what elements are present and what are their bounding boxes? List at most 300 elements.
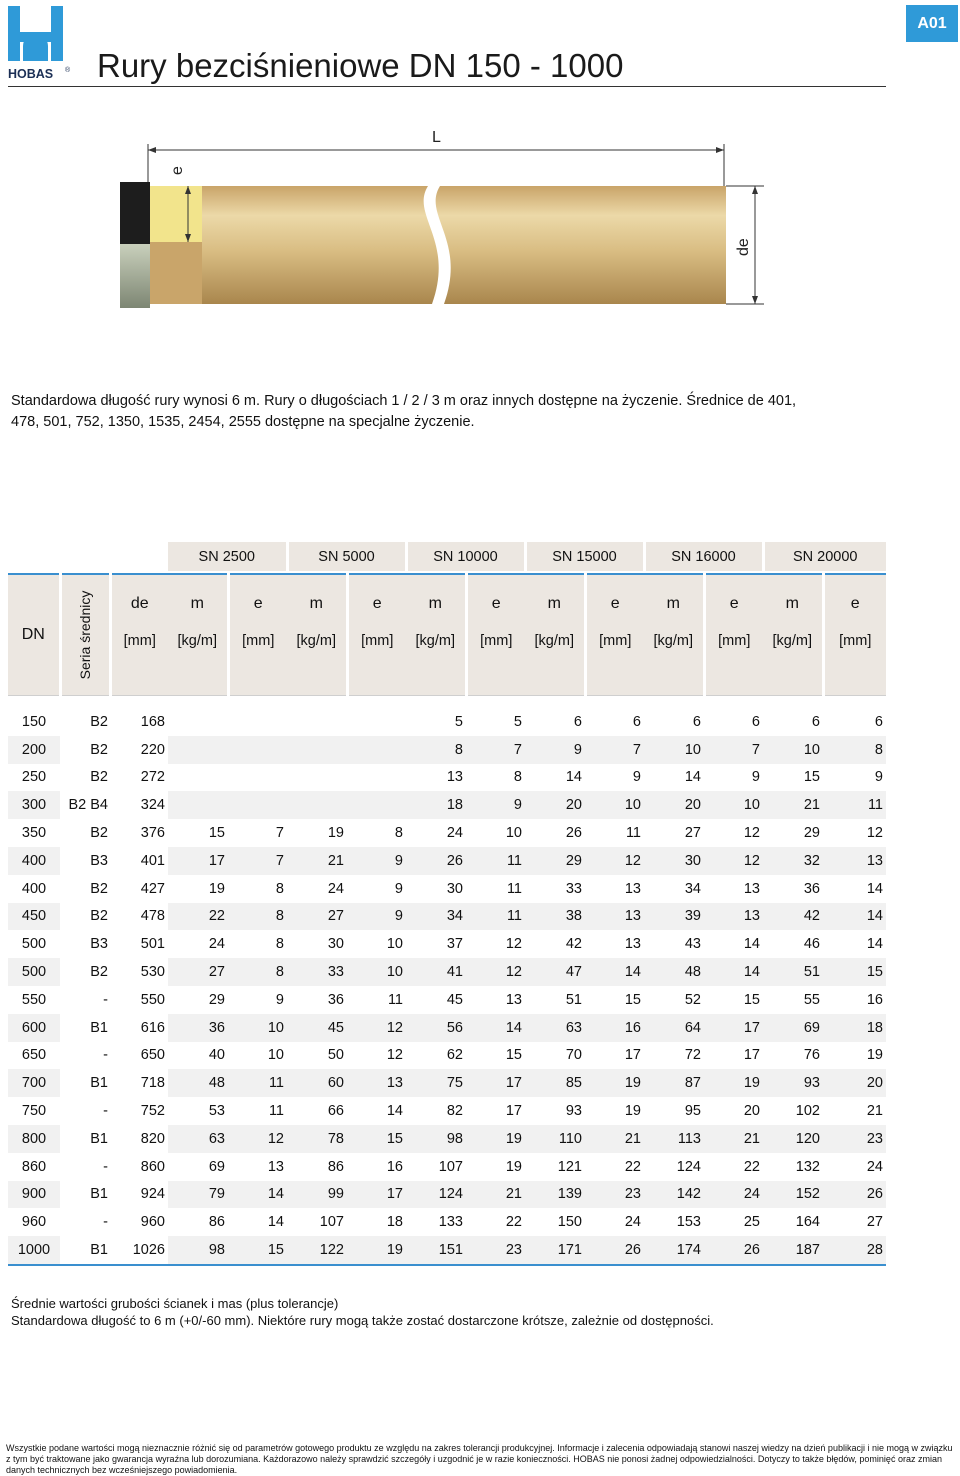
table-cell: 10 — [347, 958, 406, 986]
intro-line-1: Standardowa długość rury wynosi 6 m. Rury o długościach 1 / 2 / 3 m oraz innych dostępne na życzenie. Średnice de 401, — [11, 393, 797, 409]
table-cell — [228, 736, 287, 764]
table-cell: 15 — [347, 1125, 406, 1153]
table-cell: 13 — [505, 991, 522, 1008]
table-cell: 187 — [763, 1236, 823, 1265]
column-unit: [mm] — [228, 633, 287, 696]
table-cell: 38 — [525, 903, 585, 931]
table-cell: 39 — [644, 903, 704, 931]
table-row — [8, 1042, 886, 1070]
table-cell: 960 — [140, 1214, 165, 1231]
table-cell: 19 — [466, 1125, 525, 1153]
table-cell: 63 — [168, 1125, 228, 1153]
table-cell: 70 — [565, 1047, 582, 1064]
table-cell: 33 — [565, 880, 582, 897]
table-cell: 11 — [823, 791, 886, 819]
table-cell: 400 — [8, 847, 60, 875]
table-cell: 7 — [275, 825, 284, 842]
table-cell: 200 — [8, 736, 60, 764]
table-cell: 8 — [823, 736, 886, 764]
table-cell: 6 — [632, 713, 641, 730]
table-cell: 153 — [676, 1214, 701, 1231]
table-cell: 8 — [228, 903, 287, 931]
table-cell: 22 — [168, 903, 228, 931]
column-symbol: e — [466, 574, 525, 633]
table-cell: 152 — [763, 1181, 823, 1209]
table-cell: 9 — [466, 791, 525, 819]
table-row — [8, 1208, 886, 1236]
table-cell: 28 — [823, 1236, 886, 1265]
table-cell: 14 — [386, 1103, 403, 1120]
table-cell: 21 — [287, 847, 347, 875]
table-cell: 22 — [505, 1214, 522, 1231]
table-cell: 17 — [505, 1103, 522, 1120]
table-row — [8, 736, 886, 764]
table-cell: 18 — [386, 1214, 403, 1231]
table-cell: 30 — [327, 936, 344, 953]
table-cell: 53 — [208, 1103, 225, 1120]
table-cell: 47 — [525, 958, 585, 986]
table-cell: 750 — [21, 1103, 47, 1120]
table-cell: 12 — [228, 1125, 287, 1153]
table-cell: 9 — [394, 880, 403, 897]
table-cell: 9 — [525, 736, 585, 764]
table-cell: 16 — [386, 1158, 403, 1175]
table-cell: 6 — [874, 713, 883, 730]
table-row — [8, 1236, 886, 1265]
table-row — [8, 764, 886, 792]
pipe-drawing — [110, 120, 790, 330]
table-cell: 6 — [811, 713, 820, 730]
table-cell: 48 — [168, 1069, 228, 1097]
table-cell: 19 — [208, 880, 225, 897]
table-cell: 14 — [866, 880, 883, 897]
table-cell: B2 — [90, 908, 108, 925]
table-cell: 174 — [644, 1236, 704, 1265]
column-symbol-row — [8, 574, 886, 633]
table-cell: 12 — [743, 825, 760, 842]
table-cell: 99 — [287, 1181, 347, 1209]
table-cell: 13 — [704, 903, 763, 931]
table-row — [8, 1014, 886, 1042]
table-cell: 14 — [267, 1214, 284, 1231]
sn-group-header: SN 16000 — [644, 542, 763, 571]
table-cell: 24 — [624, 1214, 641, 1231]
table-cell: 107 — [438, 1158, 463, 1175]
table-cell — [168, 764, 228, 792]
table-cell: 122 — [287, 1236, 347, 1265]
table-cell: 20 — [644, 791, 704, 819]
table-cell: B3 — [90, 936, 108, 953]
table-cell: 10 — [704, 791, 763, 819]
diameter-label: de — [735, 238, 752, 256]
table-cell: 15 — [505, 1047, 522, 1064]
table-cell: 7 — [228, 847, 287, 875]
table-cell: B1 — [90, 1130, 108, 1147]
length-label: L — [432, 129, 441, 146]
table-cell: 550 — [21, 991, 47, 1008]
column-unit: [mm] — [466, 633, 525, 696]
table-cell: 272 — [140, 769, 165, 786]
table-cell: 500 — [8, 958, 60, 986]
table-cell: 960 — [21, 1214, 47, 1231]
table-cell: 5 — [454, 713, 463, 730]
sn-group-header: SN 10000 — [406, 542, 525, 571]
table-cell: 11 — [466, 903, 525, 931]
sn-group-header: SN 5000 — [287, 542, 406, 571]
table-cell: 120 — [763, 1125, 823, 1153]
column-symbol: m — [168, 574, 228, 633]
column-symbol: m — [287, 574, 347, 633]
table-row — [8, 708, 886, 736]
table-cell: 151 — [406, 1236, 466, 1265]
table-cell: 15 — [743, 991, 760, 1008]
table-cell: 1026 — [110, 1236, 168, 1265]
table-cell: 5 — [513, 713, 522, 730]
table-cell: 26 — [406, 847, 466, 875]
table-cell: 16 — [585, 1014, 644, 1042]
column-symbol: e — [704, 574, 763, 633]
page-title: Rury bezciśnieniowe DN 150 - 1000 — [97, 47, 624, 84]
table-cell — [168, 736, 228, 764]
table-cell: 18 — [823, 1014, 886, 1042]
table-cell: 14 — [565, 769, 582, 786]
table-cell: 86 — [327, 1158, 344, 1175]
table-cell: B1 — [90, 1186, 108, 1203]
table-cell: 9 — [347, 847, 406, 875]
column-unit: [mm] — [823, 633, 886, 696]
table-cell — [228, 791, 287, 819]
note-average-values: Średnie wartości grubości ścianek i mas (plus tolerancje) — [11, 1296, 339, 1311]
table-cell: 132 — [795, 1158, 820, 1175]
table-cell: 19 — [866, 1047, 883, 1064]
table-cell: 168 — [140, 713, 165, 730]
table-cell: 17 — [347, 1181, 406, 1209]
table-cell: 19 — [327, 825, 344, 842]
table-cell: 13 — [347, 1069, 406, 1097]
table-cell: 21 — [866, 1103, 883, 1120]
table-cell: 900 — [8, 1181, 60, 1209]
table-cell: 10 — [585, 791, 644, 819]
table-cell: 650 — [21, 1047, 47, 1064]
table-cell: 15 — [823, 958, 886, 986]
table-cell: 46 — [803, 936, 820, 953]
table-cell: 93 — [565, 1103, 582, 1120]
table-cell: 133 — [438, 1214, 463, 1231]
table-cell: 25 — [743, 1214, 760, 1231]
series-header-label: Seria średnicy — [77, 590, 93, 680]
table-row — [8, 847, 886, 875]
table-cell: 76 — [803, 1047, 820, 1064]
table-cell: 12 — [347, 1014, 406, 1042]
table-cell: 14 — [466, 1014, 525, 1042]
column-unit: [kg/m] — [168, 633, 228, 696]
table-cell: 12 — [466, 958, 525, 986]
table-cell: 13 — [585, 903, 644, 931]
table-cell: 12 — [585, 847, 644, 875]
table-cell: 29 — [208, 991, 225, 1008]
table-cell: 66 — [327, 1103, 344, 1120]
table-cell: 164 — [795, 1214, 820, 1231]
table-cell: 530 — [140, 964, 165, 981]
table-cell: 124 — [676, 1158, 701, 1175]
table-cell: 8 — [394, 825, 403, 842]
table-cell — [287, 764, 347, 792]
column-unit: [kg/m] — [287, 633, 347, 696]
table-cell: 8 — [406, 736, 466, 764]
table-cell: 400 — [21, 880, 47, 897]
table-cell: 82 — [446, 1103, 463, 1120]
table-cell: 19 — [624, 1103, 641, 1120]
table-row — [8, 1181, 886, 1209]
table-cell: 87 — [644, 1069, 704, 1097]
table-row — [8, 1153, 886, 1181]
table-cell: 20 — [525, 791, 585, 819]
table-cell: 40 — [208, 1047, 225, 1064]
table-cell: 800 — [8, 1125, 60, 1153]
table-cell: 13 — [823, 847, 886, 875]
title-divider — [8, 86, 886, 87]
table-row — [8, 819, 886, 847]
table-cell: 32 — [763, 847, 823, 875]
table-cell: 29 — [525, 847, 585, 875]
table-cell: 250 — [21, 769, 47, 786]
table-cell: 478 — [140, 908, 165, 925]
table-cell: 56 — [406, 1014, 466, 1042]
table-cell: 11 — [268, 1103, 284, 1120]
table-cell: 11 — [228, 1069, 287, 1097]
table-cell: 17 — [624, 1047, 641, 1064]
table-cell: 30 — [446, 880, 463, 897]
table-cell: 20 — [823, 1069, 886, 1097]
column-unit: [kg/m] — [406, 633, 466, 696]
table-row — [8, 1069, 886, 1097]
table-cell: 616 — [140, 1019, 165, 1036]
column-symbol: e — [347, 574, 406, 633]
table-row — [8, 958, 886, 986]
table-cell: 19 — [505, 1158, 522, 1175]
table-cell: 1000 — [8, 1236, 60, 1265]
table-cell: 78 — [287, 1125, 347, 1153]
table-cell: 27 — [287, 903, 347, 931]
table-cell: 7 — [466, 736, 525, 764]
column-unit: [mm] — [585, 633, 644, 696]
table-cell: 13 — [267, 1158, 284, 1175]
table-cell: 924 — [140, 1186, 165, 1203]
table-cell: B2 — [90, 825, 108, 842]
table-cell: - — [103, 1214, 108, 1231]
table-cell: 17 — [704, 1014, 763, 1042]
table-cell: 30 — [644, 847, 704, 875]
table-cell: 9 — [751, 769, 760, 786]
table-cell: 401 — [140, 852, 165, 869]
sn-class-row — [8, 542, 886, 571]
column-symbol: de — [110, 574, 168, 633]
table-cell: 52 — [684, 991, 701, 1008]
table-cell: 860 — [140, 1158, 165, 1175]
column-unit: [mm] — [110, 633, 168, 696]
table-cell: 142 — [644, 1181, 704, 1209]
table-cell: 501 — [140, 936, 165, 953]
table-row — [8, 903, 886, 931]
table-cell: 6 — [573, 713, 582, 730]
column-unit: [mm] — [704, 633, 763, 696]
table-cell: B2 B4 — [68, 797, 108, 814]
table-cell — [228, 708, 287, 736]
table-cell: 37 — [446, 936, 463, 953]
table-row — [8, 986, 886, 1014]
table-cell: 27 — [168, 958, 228, 986]
column-symbol: e — [823, 574, 886, 633]
table-cell: - — [103, 991, 108, 1008]
table-row — [8, 930, 886, 958]
table-cell: 60 — [287, 1069, 347, 1097]
table-cell: 110 — [525, 1125, 585, 1153]
column-symbol: m — [763, 574, 823, 633]
table-cell: 19 — [347, 1236, 406, 1265]
table-cell: 43 — [684, 936, 701, 953]
table-cell: 14 — [585, 958, 644, 986]
table-cell: 550 — [140, 991, 165, 1008]
table-cell: 139 — [525, 1181, 585, 1209]
table-cell: 102 — [795, 1103, 820, 1120]
series-header — [60, 574, 110, 696]
table-cell: 16 — [866, 991, 883, 1008]
table-cell: 6 — [751, 713, 760, 730]
legal-disclaimer: Wszystkie podane wartości mogą nieznacznie różnić się od parametrów gotowego produktu ze względu na zakres tolerancji produkcyjnej. Informacje i zalecenia odpowiadają stanowi naszej wiedzy na dzień publikacji i nie mogą w związku z tym być traktowane jako gwarancja wyraźna lub dorozumiana. Każdorazowo należy sprawdzić szczegóły i uzgodnić je w razie konieczności. HOBAS nie ponosi żadnej odpowiedzialności. Dotyczy to także błędów, pominięć oraz zmian danych technicznych bez wcześniejszego powiadomienia. — [6, 1443, 953, 1475]
table-cell: 107 — [319, 1214, 344, 1231]
table-cell: 8 — [228, 958, 287, 986]
table-cell: 113 — [644, 1125, 704, 1153]
table-cell: 324 — [140, 797, 165, 814]
column-symbol: e — [585, 574, 644, 633]
table-cell: 12 — [866, 825, 883, 842]
table-cell: 6 — [692, 713, 701, 730]
table-cell: 26 — [704, 1236, 763, 1265]
table-cell: 34 — [406, 903, 466, 931]
table-cell: 8 — [275, 880, 284, 897]
table-cell: 171 — [525, 1236, 585, 1265]
table-cell: 41 — [406, 958, 466, 986]
table-cell: B1 — [90, 1075, 108, 1092]
table-cell: 13 — [624, 880, 641, 897]
pipe-spec-table — [8, 542, 886, 1266]
column-unit: [kg/m] — [644, 633, 704, 696]
table-cell: 17 — [466, 1069, 525, 1097]
table-cell: 34 — [684, 880, 701, 897]
table-cell: 500 — [21, 936, 47, 953]
table-cell: B3 — [90, 852, 108, 869]
table-cell: 15 — [208, 825, 225, 842]
table-cell: 8 — [513, 769, 522, 786]
table-cell: B2 — [90, 741, 108, 758]
table-cell — [347, 791, 406, 819]
column-unit-row — [8, 633, 886, 696]
wall-thickness-label: e — [169, 166, 186, 175]
table-cell — [168, 791, 228, 819]
table-cell: 72 — [684, 1047, 701, 1064]
table-cell: 14 — [743, 936, 760, 953]
table-cell: B2 — [90, 713, 108, 730]
table-cell: 10 — [267, 1047, 284, 1064]
table-cell: 700 — [8, 1069, 60, 1097]
table-cell: 26 — [585, 1236, 644, 1265]
table-cell: 450 — [8, 903, 60, 931]
table-cell: 860 — [21, 1158, 47, 1175]
table-cell: 7 — [585, 736, 644, 764]
table-cell: 42 — [763, 903, 823, 931]
table-cell: 69 — [763, 1014, 823, 1042]
table-cell — [287, 708, 347, 736]
table-row — [8, 1125, 886, 1153]
table-cell — [347, 708, 406, 736]
table-cell: 12 — [386, 1047, 403, 1064]
table-cell: 63 — [525, 1014, 585, 1042]
table-cell: 64 — [644, 1014, 704, 1042]
table-cell: 36 — [327, 991, 344, 1008]
table-cell: - — [103, 1158, 108, 1175]
table-cell: 11 — [466, 847, 525, 875]
table-row — [8, 791, 886, 819]
table-cell — [168, 708, 228, 736]
table-cell: 13 — [624, 936, 641, 953]
table-cell — [347, 736, 406, 764]
table-cell: 36 — [168, 1014, 228, 1042]
table-cell: 300 — [8, 791, 60, 819]
table-cell: 7 — [704, 736, 763, 764]
table-cell: 45 — [446, 991, 463, 1008]
table-cell: B2 — [90, 769, 108, 786]
table-cell — [347, 764, 406, 792]
table-cell: 26 — [823, 1181, 886, 1209]
table-cell: 150 — [21, 713, 47, 730]
table-cell: 427 — [140, 880, 165, 897]
table-cell: 50 — [327, 1047, 344, 1064]
table-cell: B1 — [90, 1019, 108, 1036]
table-cell: 11 — [387, 991, 403, 1008]
table-cell: 20 — [743, 1103, 760, 1120]
table-cell: 27 — [684, 825, 701, 842]
table-cell: 27 — [866, 1214, 883, 1231]
table-cell: 350 — [21, 825, 47, 842]
table-cell: 24 — [327, 880, 344, 897]
table-cell: 21 — [704, 1125, 763, 1153]
table-cell: 650 — [140, 1047, 165, 1064]
table-cell: 220 — [140, 741, 165, 758]
column-unit: [kg/m] — [763, 633, 823, 696]
column-unit: [kg/m] — [525, 633, 585, 696]
table-cell: 21 — [466, 1181, 525, 1209]
table-cell: 9 — [275, 991, 284, 1008]
table-cell: 24 — [208, 936, 225, 953]
column-unit: [mm] — [347, 633, 406, 696]
table-cell: 98 — [168, 1236, 228, 1265]
column-symbol: m — [406, 574, 466, 633]
page-code-badge: A01 — [906, 5, 958, 42]
table-cell: B2 — [90, 880, 108, 897]
table-cell: 124 — [406, 1181, 466, 1209]
dn-header: DN — [8, 574, 60, 696]
table-cell: 14 — [823, 903, 886, 931]
table-row — [8, 1097, 886, 1125]
table-cell: 820 — [140, 1130, 165, 1147]
table-cell: 85 — [525, 1069, 585, 1097]
table-cell: 14 — [684, 769, 701, 786]
logo-wordmark: HOBAS — [8, 67, 54, 80]
table-cell: 15 — [803, 769, 820, 786]
table-body — [8, 708, 886, 1265]
table-cell: 9 — [632, 769, 641, 786]
table-cell — [287, 791, 347, 819]
